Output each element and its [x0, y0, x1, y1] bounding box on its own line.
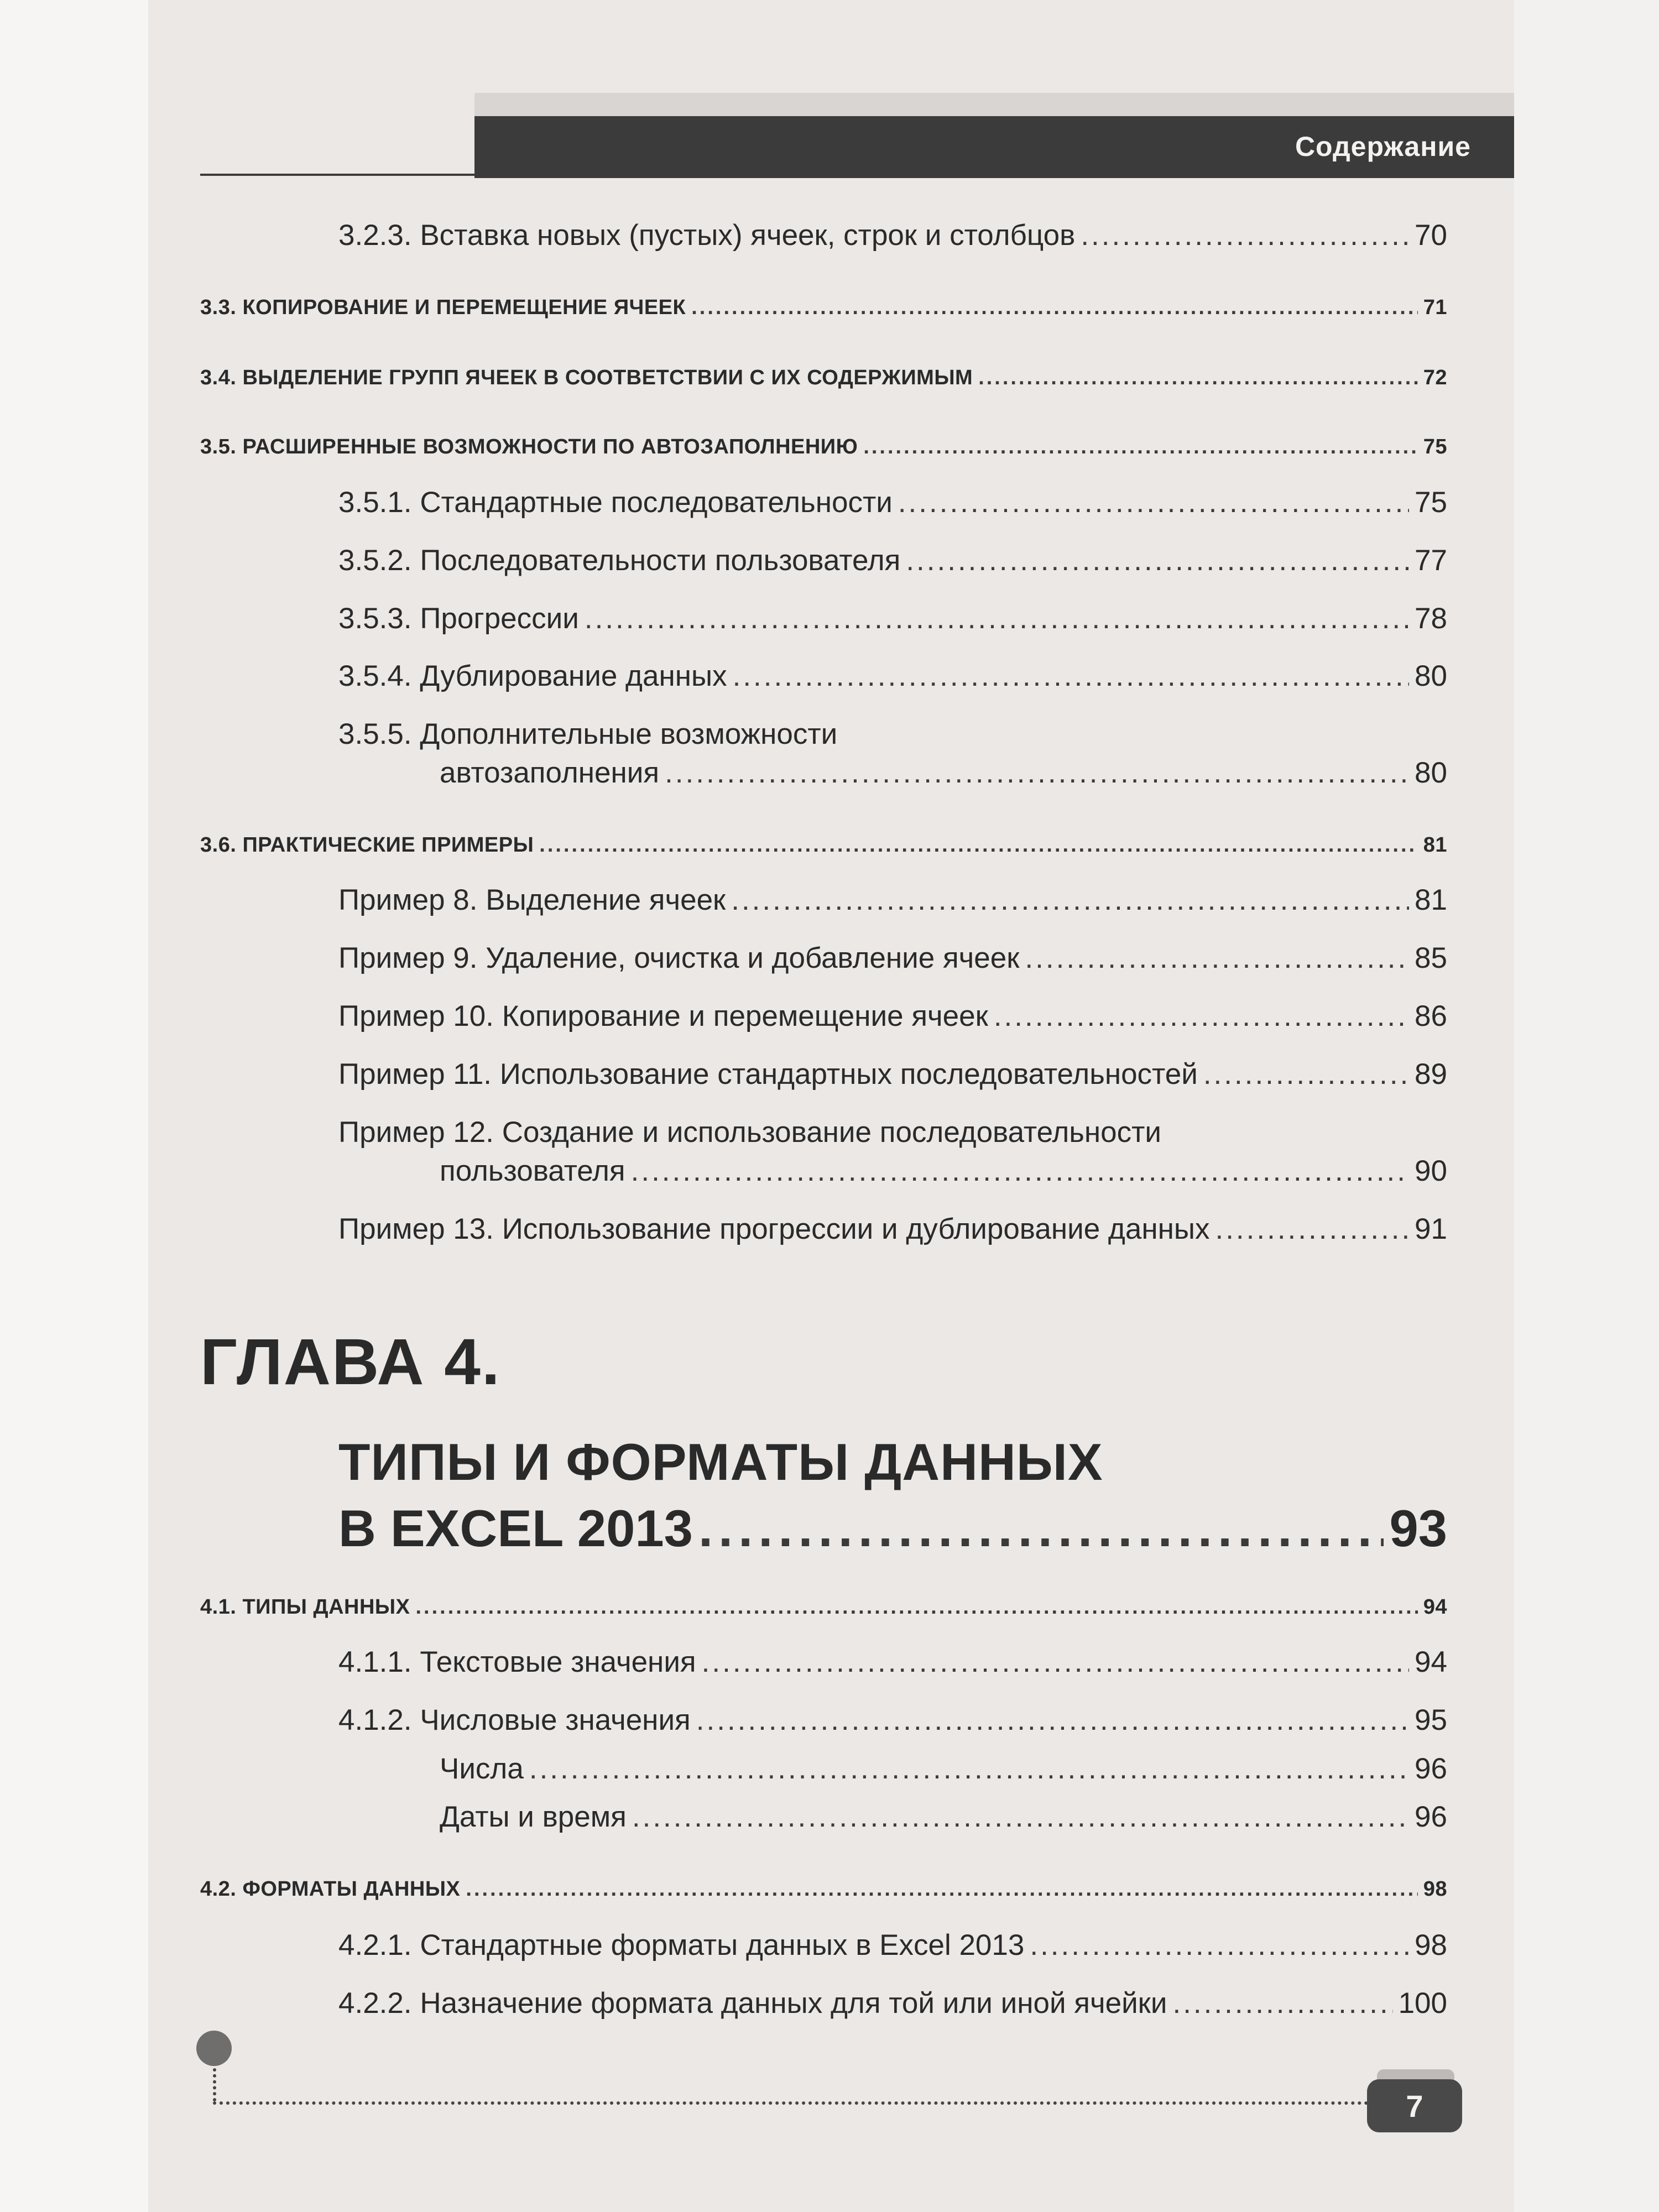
toc-entry: Пример 13. Использование прогрессии и дублирование данных ..... 91: [338, 1212, 1447, 1246]
footer-dot-ornament: [196, 2031, 232, 2066]
chapter-label: ГЛАВА 4.: [200, 1326, 501, 1399]
toc-entry: 3.5.3. Прогрессии ..... 78: [338, 602, 1447, 635]
toc-entry: 4.1.1. Текстовые значения ..... 94: [338, 1645, 1447, 1679]
toc-entry: 4.2.1. Стандартные форматы данных в Excel 2013 ..... 98: [338, 1928, 1447, 1962]
toc-entry: 3.5.2. Последовательности пользователя ..... 77: [338, 544, 1447, 577]
toc-entry: 4.2.2. Назначение формата данных для той или иной ячейки ..... 100: [338, 1986, 1447, 2020]
page-edge: [0, 0, 148, 2212]
toc-entry: автозаполнения ..... 80: [440, 756, 1447, 790]
toc-entry-line1: Пример 12. Создание и использование последовательности: [338, 1116, 1161, 1149]
toc-section-entry: 3.3. КОПИРОВАНИЕ И ПЕРЕМЕЩЕНИЕ ЯЧЕЕК ..... 71: [200, 296, 1447, 320]
toc-entry: 3.5.1. Стандартные последовательности ..... 75: [338, 486, 1447, 519]
toc-section-entry: 3.6. ПРАКТИЧЕСКИЕ ПРИМЕРЫ ..... 81: [200, 833, 1447, 857]
footer-dotted-rule: [213, 2101, 1369, 2105]
toc-entry: Пример 11. Использование стандартных последовательностей ..... 89: [338, 1057, 1447, 1091]
toc-entry: 4.1.2. Числовые значения ..... 95: [338, 1703, 1447, 1737]
chapter-title-line2: В EXCEL 2013 ..... 93: [338, 1499, 1447, 1558]
toc-entry: Пример 9. Удаление, очистка и добавление ячеек ..... 85: [338, 941, 1447, 975]
toc-section-entry: 4.1. ТИПЫ ДАННЫХ ..... 94: [200, 1595, 1447, 1619]
header-rule: [200, 174, 477, 176]
toc-section-entry: 4.2. ФОРМАТЫ ДАННЫХ ..... 98: [200, 1877, 1447, 1901]
toc-entry: Даты и время ..... 96: [440, 1800, 1447, 1834]
toc-entry: Пример 8. Выделение ячеек ..... 81: [338, 883, 1447, 917]
page-number: 7: [1367, 2079, 1462, 2132]
toc-entry-line1: 3.5.5. Дополнительные возможности: [338, 718, 838, 750]
toc-entry: Числа ..... 96: [440, 1752, 1447, 1786]
toc-section-entry: 3.5. РАСШИРЕННЫЕ ВОЗМОЖНОСТИ ПО АВТОЗАПОЛНЕНИЮ ..... 75: [200, 435, 1447, 459]
toc-entry: пользователя ..... 90: [440, 1154, 1447, 1188]
running-header-title: Содержание: [1295, 131, 1471, 162]
toc-entry: Пример 10. Копирование и перемещение ячеек ..... 86: [338, 999, 1447, 1033]
header-band-light: [474, 93, 1514, 116]
toc-entry: 3.2.3. Вставка новых (пустых) ячеек, строк и столбцов ..... 70: [338, 218, 1447, 252]
footer-dotted-connector: [213, 2068, 216, 2101]
toc-entry: 3.5.4. Дублирование данных ..... 80: [338, 659, 1447, 693]
toc-section-entry: 3.4. ВЫДЕЛЕНИЕ ГРУПП ЯЧЕЕК В СООТВЕТСТВИИ С ИХ СОДЕРЖИМЫМ ..... 72: [200, 366, 1447, 390]
chapter-title-line1: ТИПЫ И ФОРМАТЫ ДАННЫХ: [338, 1433, 1103, 1491]
